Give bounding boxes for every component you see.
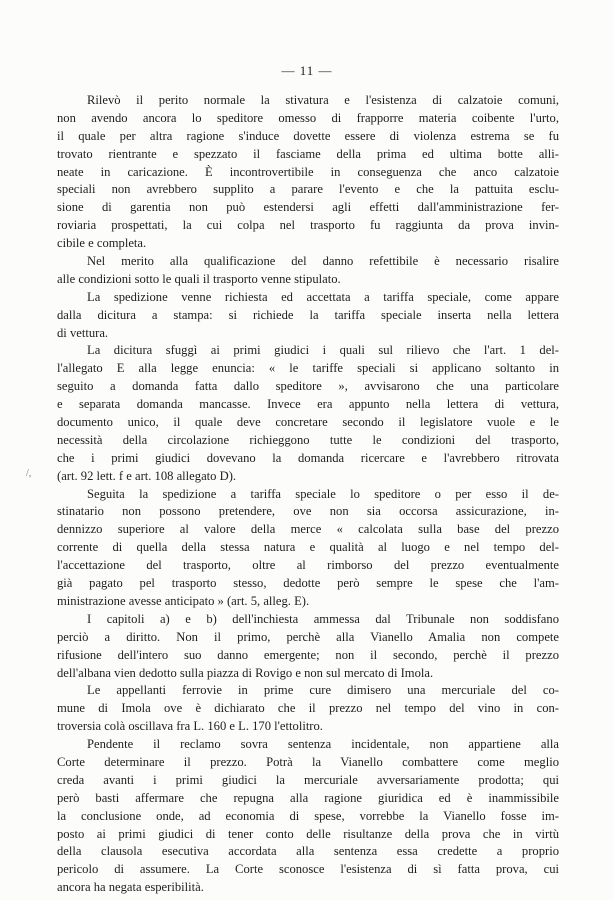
text-line: (art. 92 lett. f e art. 108 allegato D). — [57, 468, 237, 483]
text-line: non avendo ancora lo speditore omesso di frapporre materia coibente l'urto, — [57, 110, 559, 125]
text-line: già pagato pel trasporto stesso, dedotte però sempre le spese che l'am- — [57, 576, 559, 591]
text-line: Pendente il reclamo sovra sentenza incidentale, non appartiene alla — [87, 737, 559, 752]
text-line: creda avanti i primi giudici la mercuriale avversariamente prodotta; qui — [57, 772, 559, 787]
text-line: mune di Imola ove è dichiarato che il prezzo nel tempo del vino in con- — [57, 701, 559, 716]
paragraph — [57, 92, 559, 253]
text-line: speciali non avrebbero supplito a parare l'evento e che la pattuita esclu- — [57, 182, 559, 197]
text-line: Rilevò il perito normale la stivatura e l'esistenza di calzatoie comuni, — [87, 93, 559, 107]
text-line: pericolo di assumere. La Corte sconosce l'esistenza di sì fatta prova, cui — [57, 862, 559, 877]
text-line: stinatario non possono pretendere, ove non sia occorsa assicurazione, in- — [57, 504, 559, 519]
paragraph — [57, 253, 559, 289]
paragraph — [57, 289, 559, 343]
text-line: seguito a domanda fatta dallo speditore », avvisarono che una particolare — [57, 379, 559, 394]
text-line: il quale per altra ragione s'induce dovette essere di violenza estrema se fu — [57, 128, 559, 143]
text-line: della clausola esecutiva accordata alla sentenza essa credette a proprio — [57, 844, 559, 859]
text-line: alle condizioni sotto le quali il trasporto venne stipulato. — [57, 271, 341, 286]
text-line: l'allegato E alla legge enuncia: « le tariffe speciali si applicano soltanto in — [57, 361, 559, 376]
text-line: dell'albana vien dedotto sulla piazza di Rovigo e non sul mercato di Imola. — [57, 665, 434, 680]
text-line: di vettura. — [57, 325, 109, 340]
paragraph — [57, 342, 559, 485]
paragraph — [57, 486, 559, 611]
text-line: cibile e completa. — [57, 236, 147, 251]
text-line: dennizzo superiore al valore della merce « calcolata sulla base del prezzo — [57, 522, 559, 537]
text-line: dalla dicitura a stampa: si richiede la tariffa speciale inserta nella lettera — [57, 307, 559, 322]
text-line: Seguita la spedizione a tariffa speciale lo speditore o per esso il de- — [87, 486, 559, 501]
text-line: trovato rientrante e spezzato il fasciame della prima ed ultima botte alli- — [57, 146, 559, 161]
text-line: posto ai primi giudici di tener conto delle risultanze della prova che in virtù — [57, 826, 559, 841]
text-line: la conclusione onde, ad economia di spese, vorrebbe la Vianello fosse im- — [57, 808, 559, 823]
text-line: La spedizione venne richiesta ed accettata a tariffa speciale, come appare — [87, 289, 559, 304]
text-line: però basti affermare che repugna alla ragione giuridica ed è inammissibile — [57, 790, 559, 805]
margin-mark: /, — [26, 468, 32, 479]
text-line: Nel merito alla qualificazione del danno refettibile è necessario risalire — [87, 254, 559, 269]
text-line: e separata domanda mancasse. Invece era appunto nella lettera di vettura, — [57, 397, 559, 412]
text-line: neate in caricazione. È incontrovertibile in conseguenza che anco calzatoie — [57, 164, 559, 179]
text-line: sione di garentia non può estendersi agli effetti dall'amministrazione fer- — [57, 200, 559, 215]
text-line: troversia colà oscillava fra L. 160 e L. 170 l'ettolitro. — [57, 719, 323, 734]
text-line: Le appellanti ferrovie in prime cure dimisero una mercuriale del co- — [87, 683, 559, 698]
paragraph — [57, 611, 559, 683]
text-line: La dicitura sfuggì ai primi giudici i quali sul rilievo che l'art. 1 del- — [87, 343, 559, 358]
text-line: perciò a diritto. Non il primo, perchè alla Vianello Amalia non compete — [57, 629, 559, 644]
text-line: l'accettazione del trasporto, oltre al rimborso del prezzo eventualmente — [57, 558, 559, 573]
text-line: Corte determinare il prezzo. Potrà la Vianello combattere come meglio — [57, 754, 559, 769]
text-line: I capitoli a) e b) dell'inchiesta ammessa dal Tribunale non soddisfano — [87, 611, 559, 626]
paragraph — [57, 736, 559, 897]
text-line: necessità della circolazione richieggono tutte le condizioni del trasporto, — [57, 432, 559, 447]
text-line: roviaria prospettati, la cui colpa nel trasporto fu raggiunta da prova invin- — [57, 218, 559, 233]
text-line: corrente di quella della stessa natura e qualità al luogo e nel tempo del- — [57, 540, 559, 555]
body-text — [57, 92, 559, 897]
paragraph — [57, 682, 559, 736]
text-line: ancora ha negata esperibilità. — [57, 880, 204, 895]
text-line: ministrazione avesse anticipato » (art. 5, alleg. E). — [57, 593, 310, 608]
text-line: documento unico, il quale deve concretare secondo il legislatore vuole e le — [57, 415, 559, 430]
page-number: — 11 — — [281, 63, 333, 78]
text-line: rifusione dell'intero suo danno emergente; non il secondo, perchè il prezzo — [57, 647, 559, 662]
text-line: che i primi giudici dovevano la domanda ricercare e l'avrebbero ritrovata — [57, 450, 559, 465]
